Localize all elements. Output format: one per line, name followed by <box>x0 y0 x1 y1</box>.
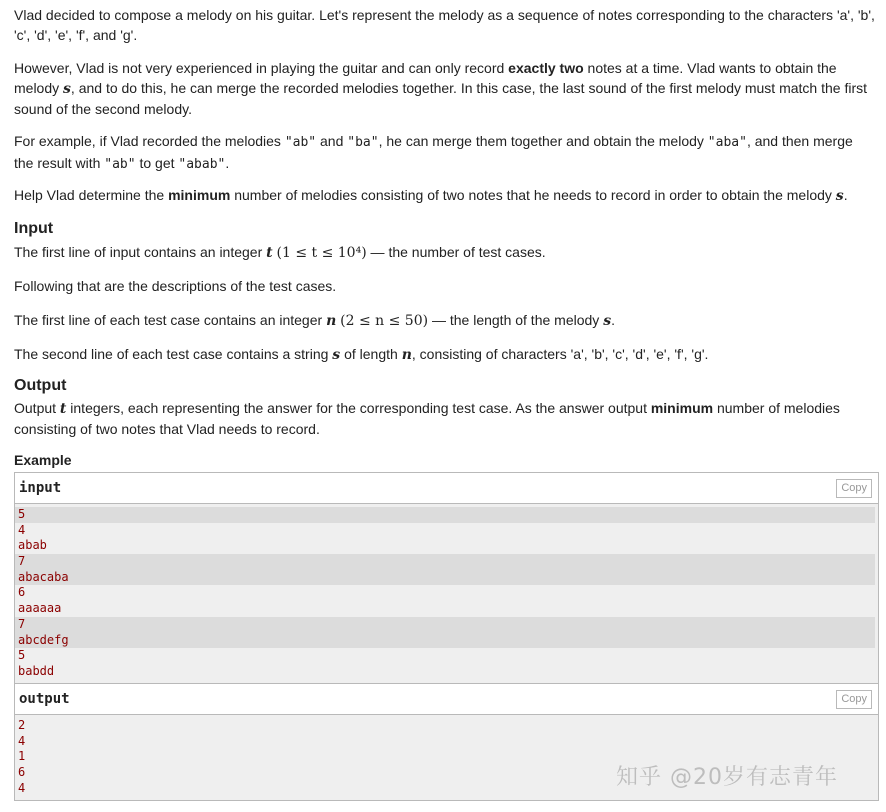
example-output-header <box>15 684 878 715</box>
output-line: 4 <box>18 780 26 795</box>
output-line: 4 <box>18 733 26 748</box>
input-paragraph-4: The second line of each test case contains a string s of length n, consisting of characters 'a', 'b', 'c', 'd', 'e', 'f', 'g'. <box>14 346 709 363</box>
input-line: abacaba <box>15 570 875 586</box>
output-line: 2 <box>18 718 26 732</box>
output-line: 1 <box>18 749 26 764</box>
input-line: aaaaaa <box>18 601 62 616</box>
statement-paragraph-3: For example, if Vlad recorded the melodies "ab" and "ba", he can merge them together and obtain the melody "aba", and then merge the result with "ab" to get "abab". <box>14 133 853 172</box>
statement-paragraph-1: Vlad decided to compose a melody on his guitar. Let's represent the melody as a sequence of notes corresponding to the characters 'a', 'b', 'c', 'd', 'e', 'f', and 'g'. <box>14 7 875 43</box>
example-output-title: output <box>19 691 70 707</box>
watermark: 知乎 @20岁有志青年 <box>616 765 838 790</box>
example-input-box <box>14 472 879 684</box>
input-paragraph-3: The first line of each test case contains an integer n (2 ≤ n ≤ 50) — the length of the melody s. <box>14 312 615 329</box>
input-line: 5 <box>15 507 875 523</box>
example-input-content <box>15 504 878 683</box>
input-line: 7 <box>15 617 875 633</box>
input-heading: Input <box>14 220 54 237</box>
input-line: 4 <box>18 522 26 537</box>
output-line: 6 <box>18 765 26 780</box>
copy-output-button[interactable]: Copy <box>836 690 872 709</box>
input-paragraph-2: Following that are the descriptions of the test cases. <box>14 278 337 294</box>
statement-paragraph-2: However, Vlad is not very experienced in playing the guitar and can only record exactly two notes at a time. Vlad wants to obtain the melody s, and to do this, he can merge the recorded melodies together. In this case, the last sound of the first melody must match the first sound of the second melody. <box>14 60 868 117</box>
example-input-title: input <box>19 480 62 496</box>
copy-input-button[interactable]: Copy <box>836 479 872 498</box>
output-paragraph: Output t integers, each representing the answer for the corresponding test case. As the answer output minimum number of melodies consisting of two notes that Vlad needs to record. <box>14 400 840 437</box>
example-input-header <box>15 473 878 504</box>
output-heading: Output <box>14 377 67 394</box>
input-line: abcdefg <box>15 633 875 649</box>
input-paragraph-1: The first line of input contains an integer t (1 ≤ t ≤ 10⁴) — the number of test cases. <box>14 244 546 261</box>
statement-paragraph-4: Help Vlad determine the minimum number of melodies consisting of two notes that he needs to record in order to obtain the melody s. <box>14 187 848 204</box>
input-line: 7 <box>15 554 875 570</box>
input-line: 5 <box>18 648 26 663</box>
input-line: babdd <box>18 663 55 678</box>
example-heading: Example <box>14 452 72 468</box>
input-line: abab <box>18 538 47 553</box>
input-line: 6 <box>18 585 26 600</box>
